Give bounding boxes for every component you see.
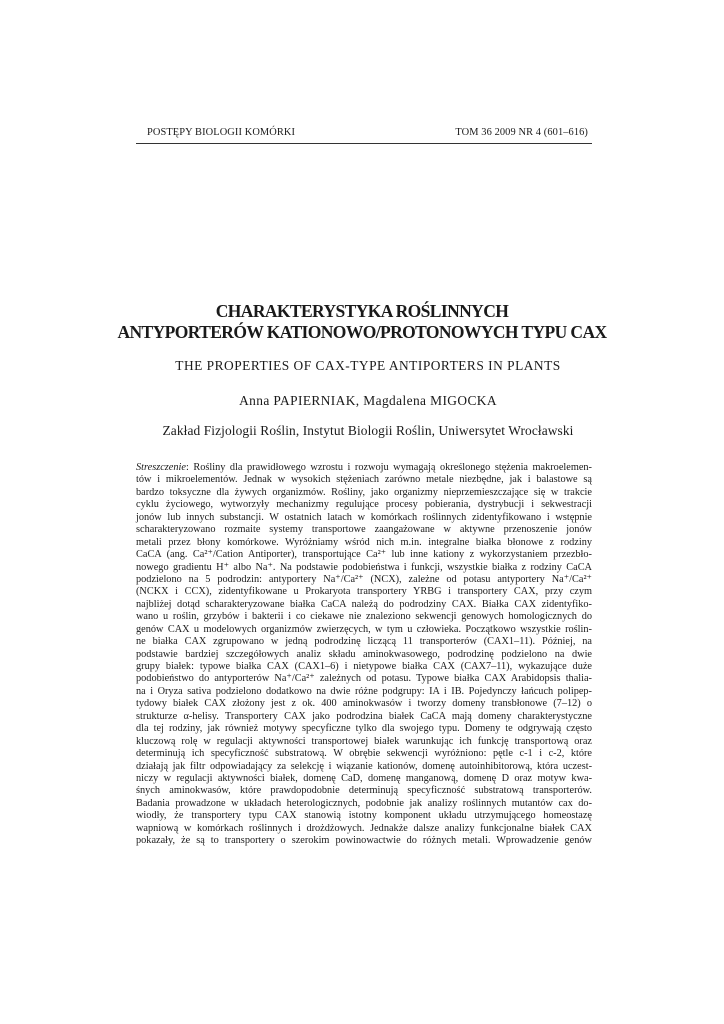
title-line-2: ANTYPORTERÓW KATIONOWO/PROTONOWYCH TYPU CAX xyxy=(117,322,607,342)
abstract-line: jonów lub innych substancji. W ostatnich latach w komórkach roślinnych zidentyfikowano i wstępnie xyxy=(136,511,592,523)
abstract-line: Badania prowadzone w układach heterologicznych, podobnie jak analizy roślinnych mutantów cax do- xyxy=(136,797,592,809)
abstract-line: wapniową w komórkach roślinnych i drożdżowych. Jednakże dalsze analizy funkcjonalne białek CAX xyxy=(136,822,592,834)
abstract-line: kluczową rolę w regulacji aktywności transportowej białek warunkując ich funkcję transportową oraz xyxy=(136,735,592,747)
abstract-line: działają jak filtr odpowiadający za selekcję i wiązanie kationów, domenę autoinhibitorową, która uczest- xyxy=(136,760,592,772)
abstract-line: genów CAX u modelowych organizmów zwierzęcych, w tym u człowieka. Początkowo wszystkie roślin- xyxy=(136,623,592,635)
abstract-line: podobieństwo do antyporterów Na⁺/Ca²⁺ zależnych od potasu. Typowe białka CAX Arabidopsis thalia- xyxy=(136,673,592,685)
abstract-line: CaCA (ang. Ca²⁺/Cation Antiporter), transportujące Ca²⁺ lub inne kationy z wykorzystaniem przezbło- xyxy=(136,549,592,561)
abstract-line: niczy w regulacji aktywności białek, domenę CaD, domenę manganową, domenę D oraz motyw kwa- xyxy=(136,772,592,784)
abstract-line: wano u roślin, grzybów i bakterii i co ciekawe nie znaleziono sekwencji genowych homologicznych do xyxy=(136,611,592,623)
abstract-line: grupy białek: typowe białka CAX (CAX1–6) i nietypowe białka CAX (CAX7–11), wykazujące duże xyxy=(136,661,592,672)
abstract-line: bardzo toksyczne dla żywych organizmów. Rośliny, jako organizmy nieprzemieszczające się w trakcie xyxy=(136,486,592,498)
abstract-line: strukturze α-helisy. Transportery CAX jako podrodzina białek CaCA mają domeny charakterystyczne xyxy=(136,710,592,722)
abstract-line: tydowy białek CAX złożony jest z ok. 400 aminokwasów i tworzy domeny transbłonowe (7–12) o xyxy=(136,698,592,710)
abstract-label: Streszczenie xyxy=(136,462,186,473)
affiliation: Zakład Fizjologii Roślin, Instytut Biologii Roślin, Uniwersytet Wrocławski xyxy=(162,423,574,438)
abstract-line: wiodły, że transportery typu CAX stanowią istotny komponent układu utrzymującego homeostazę xyxy=(136,810,592,822)
abstract-line: tów i mikroelementów. Jednak w wysokich stężeniach zarówno metale niezbędne, jak i balastowe są xyxy=(136,474,592,486)
abstract-line: ne białka CAX zgrupowano w jedną podrodzinę liczącą 11 transporterów (CAX1–11). Później, na xyxy=(136,636,592,648)
abstract-line: śnych aminokwasów, które prawdopodobnie determinują specyficzność substratową transporterów. xyxy=(136,785,592,797)
abstract xyxy=(136,462,592,848)
abstract-line: determinują ich specyficzność substratową. W obrębie sekwencji wyróżniono: pętle c-1 i c-2, które xyxy=(136,748,592,760)
volume-info: TOM 36 2009 NR 4 (601–616) xyxy=(455,127,588,138)
abstract-line: scharakteryzowano rozmaite systemy transportowe zaangażowane w aktywne przenoszenie jonów xyxy=(136,524,592,536)
abstract-line: najbliżej dotąd scharakteryzowane białka CaCA należą do podrodziny CAX. Białka CAX zidentyfiko- xyxy=(136,598,592,610)
abstract-line: metali przez błony komórkowe. Wyróżniamy wśród nich m.in. integralne białka błonowe z rodziny xyxy=(136,536,592,548)
authors: Anna PAPIERNIAK, Magdalena MIGOCKA xyxy=(239,393,497,408)
header-rule xyxy=(136,143,592,144)
abstract-line: podstawie bardziej szczegółowych analiz składu aminokwasowego, podrodzinę podzielono na dwie xyxy=(136,648,592,660)
abstract-line: dla tej rodziny, jak również motywy specyficzne tylko dla swojego typu. Domeny te odgrywają często xyxy=(136,723,592,735)
title-line-1: CHARAKTERYSTYKA ROŚLINNYCH xyxy=(215,301,509,321)
abstract-line: nowego gradientu H⁺ albo Na⁺. Na podstawie podobieństwa i funkcji, wszystkie białka z rodziny CaCA xyxy=(136,561,592,573)
article-title xyxy=(100,301,624,343)
abstract-line: podzielono na 5 podrodzin: antyportery Na⁺/Ca²⁺ (NCX), zależne od potasu antyportery Na⁺/Ca²⁺ xyxy=(136,573,592,585)
abstract-line: cyklu życiowego, wytworzyły mechanizmy regulujące procesy pobierania, dystrybucji i sekwestracji xyxy=(136,499,592,511)
journal-name: POSTĘPY BIOLOGII KOMÓRKI xyxy=(147,127,296,138)
abstract-line: pokazały, że są to transportery o szerokim powinowactwie do różnych metali. Wprowadzenie genów xyxy=(136,835,592,847)
abstract-line: (NCKX i CCX), zidentyfikowane u Prokaryota transportery YRBG i transportery CAX, przy czym xyxy=(136,586,592,598)
abstract-line: Streszczenie: Rośliny dla prawidłowego wzrostu i rozwoju wymagają określonego stężenia makroelemen- xyxy=(136,462,592,473)
abstract-line: na i Oryza sativa podzielono dodatkowo na dwie różne podgrupy: IA i IB. Pojedynczy łańcuch polipep- xyxy=(136,685,592,697)
english-title: THE PROPERTIES OF CAX-TYPE ANTIPORTERS IN PLANTS xyxy=(175,358,561,373)
